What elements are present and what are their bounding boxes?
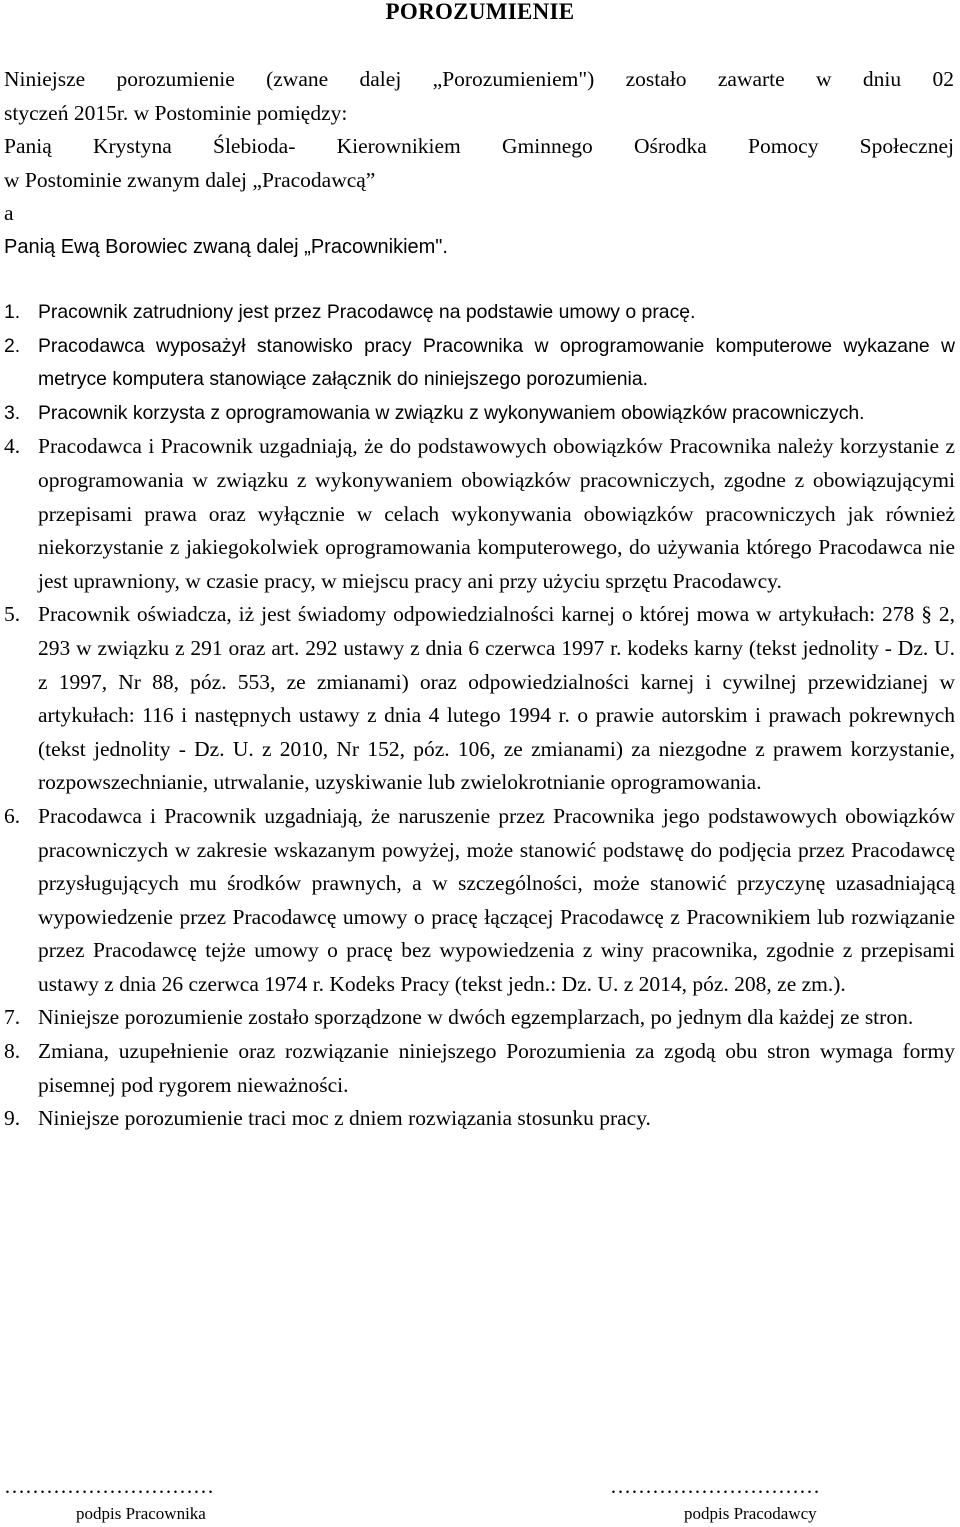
clause-text: Zmiana, uzupełnienie oraz rozwiązanie niniejszego Porozumienia za zgodą obu stron wymaga formy pisemnej pod rygorem nieważności. xyxy=(38,1039,955,1097)
clause-item xyxy=(4,330,955,397)
clause-text: Pracodawca wyposażył stanowisko pracy Pracownika w oprogramowanie komputerowe wykazane w metryce komputera stanowiące załącznik do niniejszego porozumienia. xyxy=(38,334,955,391)
clause-text: Pracodawca i Pracownik uzgadniają, że do podstawowych obowiązków Pracownika należy korzystanie z oprogramowania w związku z wykonywaniem obowiązków pracowniczych, zgodne z obowiązującymi przepisami prawa oraz wyłącznie w celach wykonywania obowiązków pracowniczych jak również niekorzystanie z jakiegokolwiek oprogramowania komputerowego, do używania którego Pracodawca nie jest uprawniony, w czasie pracy, w miejscu pracy ani przy użyciu sprzętu Pracodawcy. xyxy=(38,434,955,593)
clause-text: Pracownik korzysta z oprogramowania w związku z wykonywaniem obowiązków pracowniczych. xyxy=(38,401,865,424)
intro-line-2: styczeń 2015r. w Postominie pomiędzy: xyxy=(4,100,348,125)
document-title: POROZUMIENIE xyxy=(385,0,575,24)
clause-text: Niniejsze porozumienie traci moc z dniem rozwiązania stosunku pracy. xyxy=(38,1106,651,1131)
employer-signature-label: podpis Pracodawcy xyxy=(684,1504,817,1523)
employee-signature-label: podpis Pracownika xyxy=(76,1504,206,1523)
clause-number: 1. xyxy=(4,301,21,323)
clause-number: 6. xyxy=(4,803,21,828)
clause-item xyxy=(4,1001,955,1035)
clause-list xyxy=(4,296,955,1136)
intro-line-6: Panią Ewą Borowiec zwaną dalej „Pracownikiem". xyxy=(4,235,448,258)
clause-text: Niniejsze porozumienie zostało sporządzone w dwóch egzemplarzach, po jednym dla każdej ze stron. xyxy=(38,1005,914,1030)
clause-item xyxy=(4,598,955,800)
clause-item xyxy=(4,1035,955,1102)
clause-text: Pracownik oświadcza, iż jest świadomy odpowiedzialności karnej o której mowa w artykułach: 278 § 2, 293 w związku z 291 oraz art. 292 ustawy z dnia 6 czerwca 1997 r. kodeks karny (tekst jednolity - Dz. U. z 1997, Nr 88, póz. 553, ze zmianami) oraz odpowiedzialności karnej i cywilnej przewidzianej w artykułach: 116 i następnych ustawy z dnia 4 lutego 1994 r. o prawie autorskim i prawach pokrewnych (tekst jednolity - Dz. U. z 2010, Nr 152, póz. 106, ze zmianami) za niezgodne z prawem korzystanie, rozpowszechnianie, utrwalanie, uzyskiwanie lub zwielokrotnianie oprogramowania. xyxy=(38,602,955,795)
clause-number: 5. xyxy=(4,602,21,627)
employer-signature-line: ………………………… xyxy=(610,1474,820,1498)
intro-line-5: a xyxy=(4,201,14,226)
clause-number: 3. xyxy=(4,401,21,424)
intro-line-1: Niniejsze porozumienie (zwane dalej „Porozumieniem") zostało zawarte w dniu 02 xyxy=(4,67,954,91)
document-intro xyxy=(4,63,954,265)
clause-number: 8. xyxy=(4,1039,21,1064)
clause-number: 4. xyxy=(4,434,21,459)
intro-line-3: Panią Krystyna Ślebioda- Kierownikiem Gminnego Ośrodka Pomocy Społecznej xyxy=(4,134,954,159)
clause-item xyxy=(4,430,955,598)
clause-item xyxy=(4,800,955,1002)
clause-item xyxy=(4,397,955,431)
clause-number: 9. xyxy=(4,1106,21,1131)
employee-signature-line: ………………………… xyxy=(4,1474,214,1498)
clause-item xyxy=(4,296,955,330)
clause-text: Pracodawca i Pracownik uzgadniają, że naruszenie przez Pracownika jego podstawowych obowiązków pracowniczych w zakresie wskazanym powyżej, może stanowić podstawę do podjęcia przez Pracodawcę przysługujących mu środków prawnych, a w szczególności, może stanowić przyczynę uzasadniającą wypowiedzenie przez Pracodawcę umowy o pracę łączącej Pracodawcę z Pracownikiem lub rozwiązanie przez Pracodawcę tejże umowy o pracę bez wypowiedzenia z winy pracownika, zgodnie z przepisami ustawy z dnia 26 czerwca 1974 r. Kodeks Pracy (tekst jedn.: Dz. U. z 2014, póz. 208, ze zm.). xyxy=(38,803,955,996)
clause-number: 7. xyxy=(4,1005,21,1030)
intro-line-4: w Postominie zwanym dalej „Pracodawcą” xyxy=(4,167,376,192)
clause-text: Pracownik zatrudniony jest przez Pracodawcę na podstawie umowy o pracę. xyxy=(38,301,696,323)
clause-item xyxy=(4,1102,955,1136)
clause-number: 2. xyxy=(4,334,21,357)
